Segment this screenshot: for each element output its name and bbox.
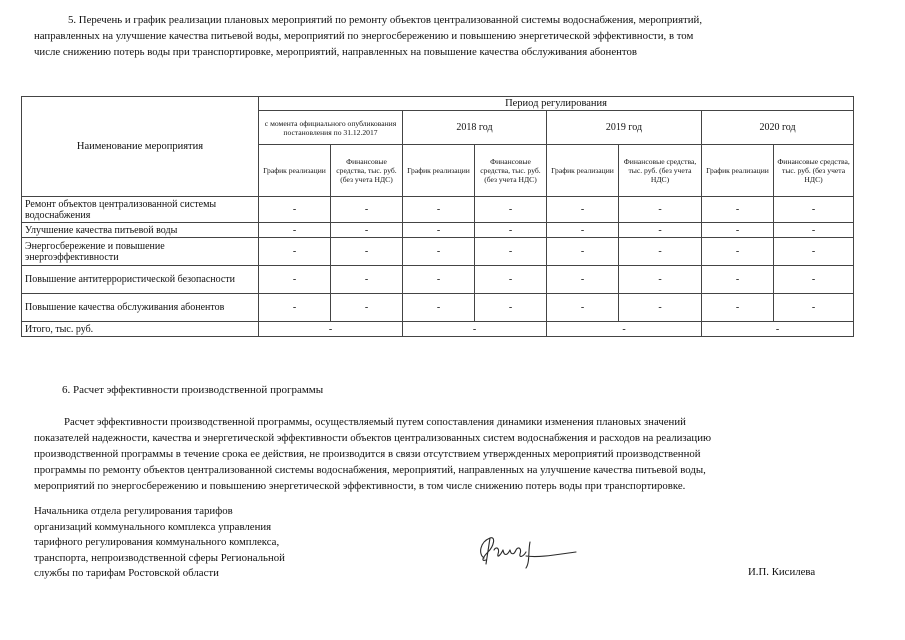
section-6-body-line: программы по ремонту объектов централизованной системы водоснабжения, мероприятий, направленных на улучшение качества питьевой воды, bbox=[34, 464, 706, 476]
subheader-schedule: График реализации bbox=[547, 145, 619, 197]
table-cell: - bbox=[475, 223, 547, 238]
signer-name: И.П. Кисилева bbox=[748, 566, 816, 578]
table-row bbox=[22, 266, 854, 294]
table-cell: - bbox=[774, 294, 854, 322]
header-period: Период регулирования bbox=[259, 97, 854, 111]
handwritten-signature-icon bbox=[470, 528, 580, 572]
table-cell: - bbox=[774, 223, 854, 238]
table-cell: - bbox=[475, 266, 547, 294]
subheader-schedule: График реализации bbox=[403, 145, 475, 197]
table-cell: - bbox=[403, 238, 475, 266]
table-cell: - bbox=[774, 238, 854, 266]
signer-position-line: организаций коммунального комплекса управления bbox=[34, 520, 272, 533]
table-cell: - bbox=[331, 197, 403, 223]
table-total-row bbox=[22, 322, 854, 337]
table-cell: - bbox=[702, 266, 774, 294]
table-cell: - bbox=[403, 197, 475, 223]
subheader-finance: Финансовые средства, тыс. руб. (без учета НДС) bbox=[619, 145, 702, 197]
table-cell: - bbox=[619, 294, 702, 322]
section-5-title bbox=[34, 12, 856, 60]
table-cell: - bbox=[702, 294, 774, 322]
header-year-2020: 2020 год bbox=[702, 111, 854, 145]
table-cell: - bbox=[475, 197, 547, 223]
header-name: Наименование мероприятия bbox=[22, 97, 259, 197]
row-name: Повышение качества обслуживания абонентов bbox=[22, 294, 259, 322]
table-cell: - bbox=[403, 223, 475, 238]
table-cell: - bbox=[547, 266, 619, 294]
header-period-first: с момента официального опубликования постановления по 31.12.2017 bbox=[259, 111, 403, 145]
total-cell: - bbox=[702, 322, 854, 337]
table-cell: - bbox=[259, 223, 331, 238]
table-cell: - bbox=[547, 294, 619, 322]
table-row bbox=[22, 197, 854, 223]
subheader-finance: Финансовые средства, тыс. руб. (без учета НДС) bbox=[774, 145, 854, 197]
table-cell: - bbox=[619, 266, 702, 294]
row-name: Улучшение качества питьевой воды bbox=[22, 223, 259, 238]
table-cell: - bbox=[774, 266, 854, 294]
section-6-body-line: производственной программы в течение срока ее действия, не производится в связи отсутствием утвержденных мероприятий производственной bbox=[34, 448, 701, 460]
signer-position-line: службы по тарифам Ростовской области bbox=[34, 567, 219, 579]
table-cell: - bbox=[403, 266, 475, 294]
row-name: Повышение антитеррористической безопасности bbox=[22, 266, 259, 294]
plan-table bbox=[21, 96, 854, 337]
table-cell: - bbox=[547, 238, 619, 266]
table-cell: - bbox=[702, 223, 774, 238]
signer-position-line: транспорта, непроизводственной сферы Региональной bbox=[34, 551, 285, 564]
table-cell: - bbox=[403, 294, 475, 322]
table-cell: - bbox=[619, 223, 702, 238]
table-row bbox=[22, 294, 854, 322]
section-6-body-line: мероприятий по энергосбережению и повышению энергетической эффективности, в том числе снижению потерь воды при транспортировке. bbox=[34, 480, 686, 492]
table-cell: - bbox=[475, 238, 547, 266]
table-cell: - bbox=[331, 223, 403, 238]
subheader-schedule: График реализации bbox=[702, 145, 774, 197]
row-name: Энергосбережение и повышение энергоэффективности bbox=[22, 238, 259, 266]
total-cell: - bbox=[259, 322, 403, 337]
table-cell: - bbox=[259, 238, 331, 266]
section-6-body-line: Расчет эффективности производственной программы, осуществляемый путем сопоставления динамики изменения плановых значений bbox=[64, 416, 686, 428]
table-cell: - bbox=[259, 197, 331, 223]
table-cell: - bbox=[259, 294, 331, 322]
subheader-finance: Финансовые средства, тыс. руб. (без учета НДС) bbox=[475, 145, 547, 197]
total-label: Итого, тыс. руб. bbox=[22, 322, 259, 337]
table-row bbox=[22, 223, 854, 238]
table-cell: - bbox=[331, 294, 403, 322]
signer-position-line: тарифного регулирования коммунального комплекса, bbox=[34, 536, 280, 548]
section-6-heading: 6. Расчет эффективности производственной программы bbox=[62, 384, 324, 396]
section-6-body-line: показателей надежности, качества и энергетической эффективности объектов централизованных систем водоснабжения и расходов на реализацию bbox=[34, 432, 712, 444]
header-year-2019: 2019 год bbox=[547, 111, 702, 145]
table-cell: - bbox=[774, 197, 854, 223]
table-cell: - bbox=[547, 197, 619, 223]
table-row bbox=[22, 238, 854, 266]
table-cell: - bbox=[702, 238, 774, 266]
section-5-title-line: направленных на улучшение качества питьевой воды, мероприятий по энергосбережению и повышению энергетической эффективности, в том bbox=[34, 30, 694, 42]
table-cell: - bbox=[475, 294, 547, 322]
section-5-title-line: 5. Перечень и график реализации плановых мероприятий по ремонту объектов централизованной системы водоснабжения, мероприятий, bbox=[68, 14, 703, 26]
header-year-2018: 2018 год bbox=[403, 111, 547, 145]
row-name: Ремонт объектов централизованной системы водоснабжения bbox=[22, 197, 259, 223]
table-cell: - bbox=[331, 266, 403, 294]
table-cell: - bbox=[619, 197, 702, 223]
signer-position-line: Начальника отдела регулирования тарифов bbox=[34, 505, 233, 517]
signer-position bbox=[34, 504, 285, 582]
table-cell: - bbox=[702, 197, 774, 223]
table-cell: - bbox=[259, 266, 331, 294]
subheader-schedule: График реализации bbox=[259, 145, 331, 197]
table-cell: - bbox=[619, 238, 702, 266]
section-5-title-line: числе снижению потерь воды при транспортировке, мероприятий, направленных на повышение качества обслуживания абонентов bbox=[34, 46, 637, 58]
section-6-body bbox=[34, 414, 852, 494]
subheader-finance: Финансовые средства, тыс. руб. (без учета НДС) bbox=[331, 145, 403, 197]
table-cell: - bbox=[547, 223, 619, 238]
total-cell: - bbox=[403, 322, 547, 337]
table-cell: - bbox=[331, 238, 403, 266]
total-cell: - bbox=[547, 322, 702, 337]
